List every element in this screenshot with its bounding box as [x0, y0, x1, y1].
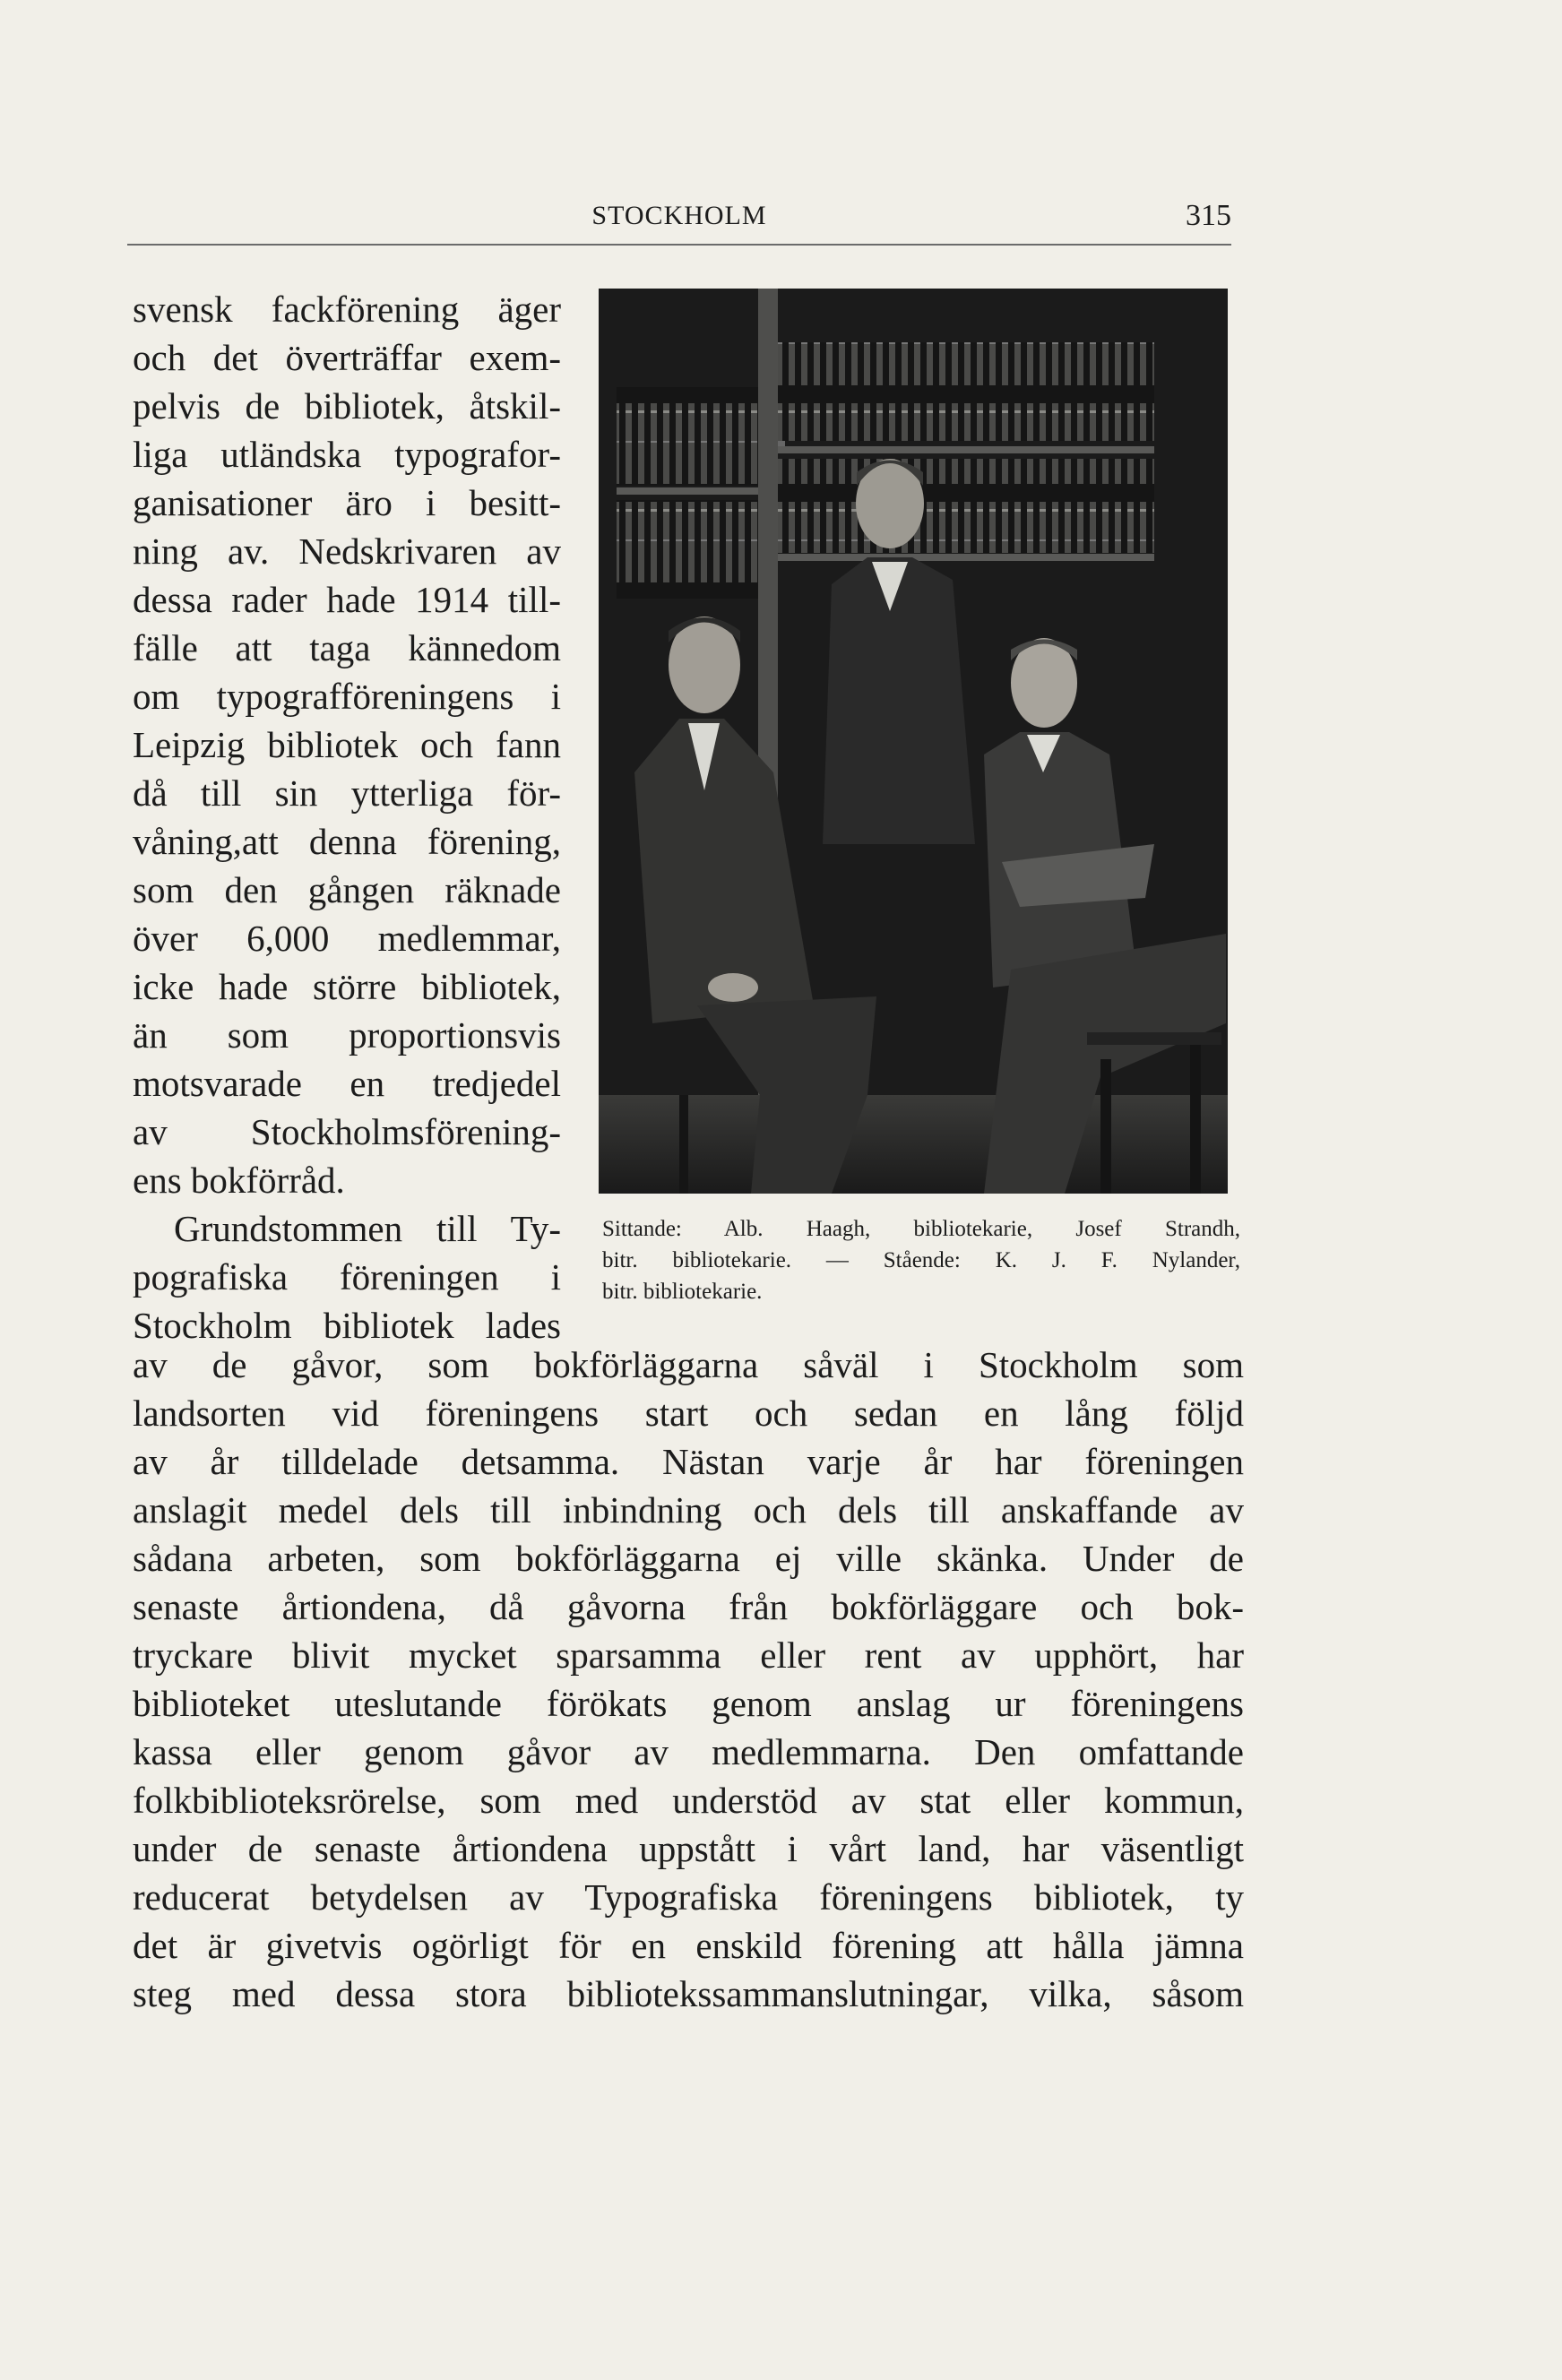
text-line: liga utländska typografor- [133, 434, 561, 475]
body-text [133, 1341, 1244, 2018]
text-line: pelvis de bibliotek, åtskil- [133, 385, 561, 427]
text-line: än som proportionsvis [133, 1014, 561, 1056]
text-line: icke hade större bibliotek, [133, 966, 561, 1007]
text-line: folkbiblioteksrörelse, som med understöd av stat eller kommun, [133, 1780, 1244, 1821]
text-line: och det överträffar exem- [133, 337, 561, 378]
text-line: steg med dessa stora bibliotekssammanslutningar, vilka, såsom [133, 1973, 1244, 2014]
text-line: Stockholm bibliotek lades [133, 1305, 561, 1346]
text-line: pografiska föreningen i [133, 1256, 561, 1298]
page-number: 315 [1186, 199, 1231, 232]
text-line: fälle att taga kännedom [133, 627, 561, 668]
text-line: dessa rader hade 1914 till- [133, 579, 561, 620]
text-line: som den gången räknade [133, 869, 561, 910]
caption-line: Sittande: Alb. Haagh, bibliotekarie, Josef Strandh, [602, 1217, 1240, 1241]
text-line: över 6,000 medlemmar, [133, 918, 561, 959]
text-line: senaste årtiondena, då gåvorna från bokförläggare och bok- [133, 1586, 1244, 1627]
text-line: Grundstommen till Ty- [174, 1208, 561, 1249]
caption-line: bitr. bibliotekarie. — Stående: K. J. F. Nylander, [602, 1248, 1240, 1272]
text-line: under de senaste årtiondena uppstått i vårt land, har väsentligt [133, 1828, 1244, 1869]
column-text [133, 285, 561, 1350]
text-line: kassa eller genom gåvor av medlemmarna. Den omfattande [133, 1731, 1244, 1772]
text-line: svensk fackförening äger [133, 289, 561, 330]
text-line: reducerat betydelsen av Typografiska föreningens bibliotek, ty [133, 1876, 1244, 1918]
caption-line: bitr. bibliotekarie. [602, 1280, 763, 1304]
photo-caption [602, 1213, 1240, 1307]
text-line: ganisationer äro i besitt- [133, 482, 561, 523]
text-line: ens bokförråd. [133, 1160, 345, 1201]
text-line: Leipzig bibliotek och fann [133, 724, 561, 765]
text-line: tryckare blivit mycket sparsamma eller rent av upphört, har [133, 1634, 1244, 1676]
text-line: ning av. Nedskrivaren av [133, 530, 561, 572]
page-header [127, 199, 1231, 246]
text-line: motsvarade en tredjedel [133, 1063, 561, 1104]
text-line: biblioteket uteslutande förökats genom anslag ur föreningens [133, 1683, 1244, 1724]
text-line: av Stockholmsförening- [133, 1111, 561, 1152]
text-line: om typografföreningens i [133, 676, 561, 717]
text-line: av de gåvor, som bokförläggarna såväl i Stockholm som [133, 1344, 1244, 1385]
text-line: det är givetvis ogörligt för en enskild förening att hålla jämna [133, 1925, 1244, 1966]
text-line: anslagit medel dels till inbindning och dels till anskaffande av [133, 1489, 1244, 1531]
text-line: landsorten vid föreningens start och sedan en lång följd [133, 1393, 1244, 1434]
text-line: då till sin ytterliga för- [133, 772, 561, 814]
text-line: sådana arbeten, som bokförläggarna ej ville skänka. Under de [133, 1538, 1244, 1579]
text-line: av år tilldelade detsamma. Nästan varje år har föreningen [133, 1441, 1244, 1482]
text-line: våning,att denna förening, [133, 821, 561, 862]
running-head: STOCKHOLM [591, 201, 767, 230]
photograph [599, 289, 1228, 1194]
